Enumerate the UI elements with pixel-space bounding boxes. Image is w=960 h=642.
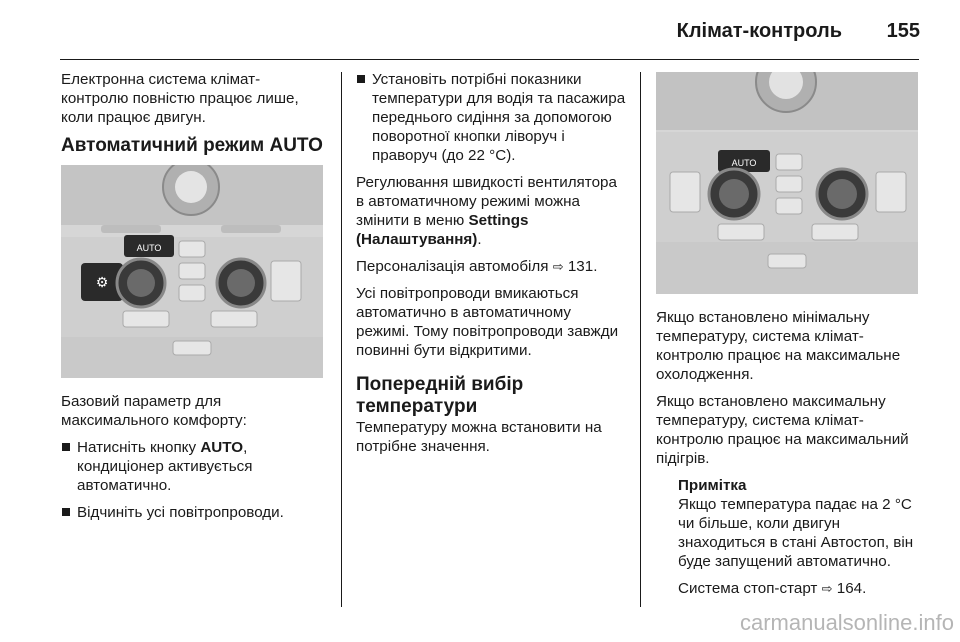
fan-speed-text: Регулювання швидкості вентилятора в автоматичному режимі можна змінити в меню Settings (Налаштування). xyxy=(356,174,617,248)
bullet-square-icon xyxy=(357,75,365,83)
svg-text:⚙: ⚙ xyxy=(95,275,109,291)
bullet-open-vents: Відчиніть усі повітропроводи. xyxy=(61,503,326,522)
bullet-square-icon xyxy=(62,508,70,516)
stop-start-reference: Система стоп-старт ⇨ 164. xyxy=(678,580,867,597)
bullet-square-icon xyxy=(62,443,70,451)
column-divider-left xyxy=(341,72,342,607)
column-divider-right xyxy=(640,72,641,607)
auto-button-label-2: AUTO xyxy=(731,158,757,168)
climate-panel-illustration-2 xyxy=(656,72,918,294)
climate-panel-photo-left xyxy=(61,165,323,378)
intro-text: Електронна система клімат-контролю повністю працює лише, коли працює двигун. xyxy=(61,71,299,126)
settings-menu-reference: Settings (Налаштування) xyxy=(356,212,529,248)
note-title: Примітка xyxy=(678,477,747,494)
bullet-set-temperature: Установіть потрібні показники температури для водія та пасажира переднього сидіння за допомогою поворотної кнопки ліворуч і праворуч (до 22 °C). xyxy=(356,70,628,165)
page-reference-131[interactable]: 131. xyxy=(567,258,598,275)
note-box xyxy=(678,476,926,598)
auto-button-reference: AUTO xyxy=(200,439,244,456)
temperature-text: Температуру можна встановити на потрібне значення. xyxy=(356,419,602,455)
auto-button-label: AUTO xyxy=(136,243,162,253)
bullet-press-auto: Натисніть кнопку AUTO, кондиціонер активується автоматично. xyxy=(61,438,326,495)
base-setting-text: Базовий параметр для максимального комфорту: xyxy=(61,393,247,429)
bullet-list-1 xyxy=(61,438,326,522)
vents-text: Усі повітропроводи вмикаються автоматично в автоматичному режимі. Тому повітропроводи завжди повинні бути відкритими. xyxy=(356,285,619,359)
section-heading-auto: Автоматичний режим AUTO xyxy=(61,135,323,156)
header-title: Клімат-контроль xyxy=(676,20,842,42)
column-3 xyxy=(656,70,926,606)
page-reference-arrow-icon: ⇨ xyxy=(821,581,833,596)
section-heading-temperature: Попередній вибір температури xyxy=(356,374,524,417)
column-1 xyxy=(61,70,326,530)
climate-panel-photo-right xyxy=(656,72,918,294)
note-text: Якщо температура падає на 2 °C чи більше, коли двигун знаходиться в стані Автостоп, він буде запущений автоматично. xyxy=(678,496,914,570)
page-header xyxy=(0,0,960,62)
page-reference-164[interactable]: 164. xyxy=(836,580,867,597)
max-temperature-text: Якщо встановлено максимальну температуру, система клімат-контролю працює на максимальний підігрів. xyxy=(656,393,909,467)
bullet-list-2 xyxy=(356,70,628,165)
page-number: 155 xyxy=(886,20,920,42)
watermark: carmanualsonline.info xyxy=(739,610,954,635)
personalization-text: Персоналізація автомобіля ⇨ 131. xyxy=(356,258,598,275)
climate-panel-illustration xyxy=(61,165,323,378)
min-temperature-text: Якщо встановлено мінімальну температуру, система клімат-контролю працює на максимальне охолодження. xyxy=(656,309,901,383)
column-2 xyxy=(356,70,628,464)
header-rule xyxy=(60,59,919,60)
page-reference-arrow-icon: ⇨ xyxy=(552,259,564,274)
